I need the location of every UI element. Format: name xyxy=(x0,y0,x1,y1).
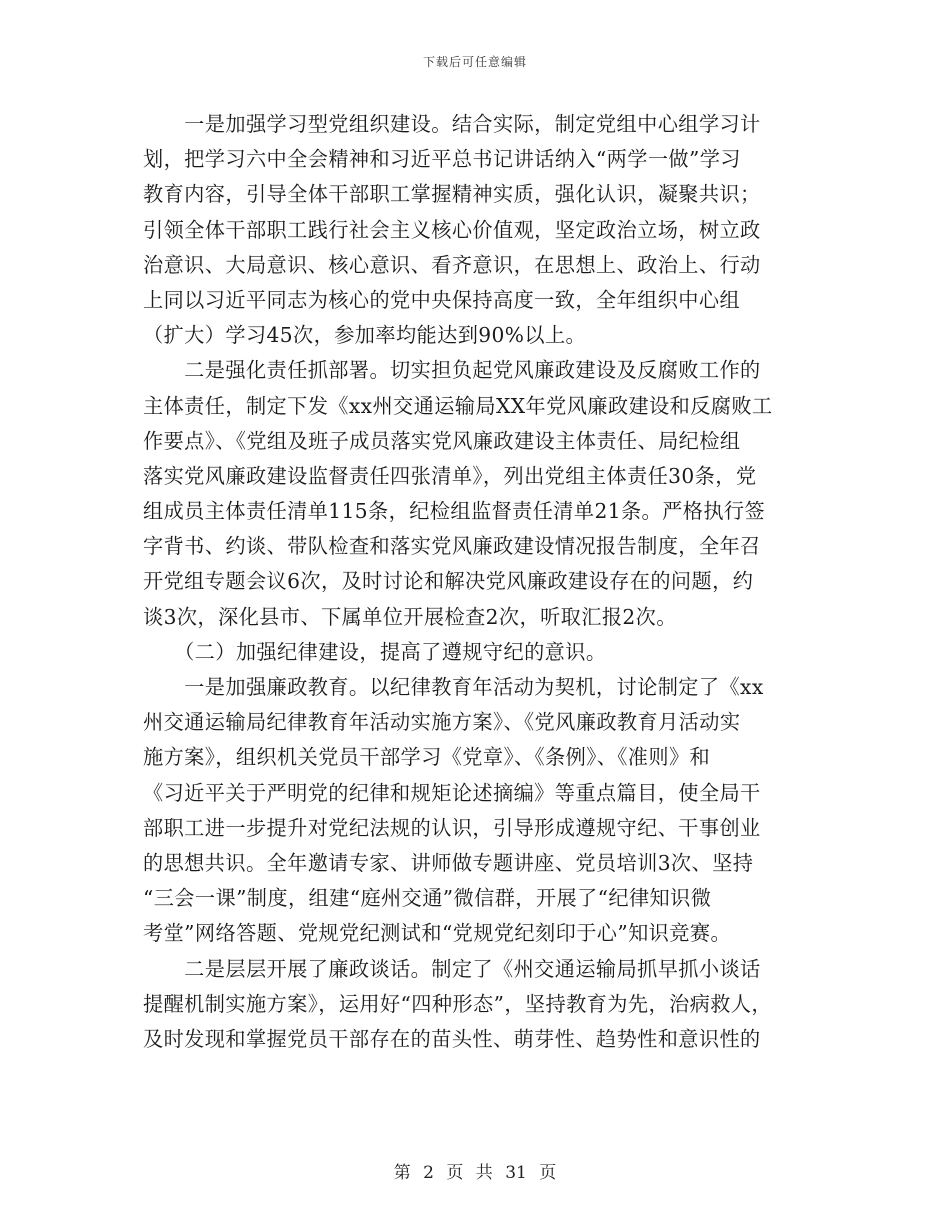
text-line: 州交通运输局纪律教育年活动实施方案》、《党风廉政教育月活动实 xyxy=(143,710,741,735)
text-line: （扩大）学习45次，参加率均能达到90%以上。 xyxy=(143,323,587,348)
text-line: 组成员主体责任清单115条，纪检组监督责任清单21条。严格执行签 xyxy=(143,499,766,524)
text-line: 的思想共识。全年邀请专家、讲师做专题讲座、党员培训3次、坚持 xyxy=(143,850,754,875)
text-line: 上同以习近平同志为核心的党中央保持高度一致，全年组织中心组 xyxy=(143,287,741,312)
text-line: 划，把学习六中全会精神和习近平总书记讲话纳入“两学一做”学习 xyxy=(143,147,741,172)
text-line: 字背书、约谈、带队检查和落实党风廉政建设情况报告制度，全年召 xyxy=(143,534,761,559)
text-line: 一是加强学习型党组织建设。结合实际，制定党组中心组学习计 xyxy=(143,112,761,136)
text-line: 引领全体干部职工践行社会主义核心价值观，坚定政治立场，树立政 xyxy=(143,217,761,242)
text-line: 谈3次，深化县市、下属单位开展检查2次，听取汇报2次。 xyxy=(143,604,677,629)
text-line: 教育内容，引导全体干部职工掌握精神实质，强化认识，凝聚共识； xyxy=(143,182,761,207)
text-line: 考堂”网络答题、党规党纪测试和“党规党纪刻印于心”知识竞赛。 xyxy=(143,921,732,946)
text-line: 开党组专题会议6次，及时讨论和解决党风廉政建设存在的问题，约 xyxy=(143,569,754,594)
text-line: 作要点》、《党组及班子成员落实党风廉政建设主体责任、局纪检组 xyxy=(143,428,741,453)
text-line: 治意识、大局意识、核心意识、看齐意识，在思想上、政治上、行动 xyxy=(143,252,761,277)
document-body xyxy=(143,107,808,1057)
text-line: 部职工进一步提升对党纪法规的认识，引导形成遵规守纪、干事创业 xyxy=(143,815,761,840)
page-header: 下载后可任意编辑 xyxy=(422,55,527,69)
text-line: 及时发现和掌握党员干部存在的苗头性、萌芽性、趋势性和意识性的 xyxy=(143,1026,761,1051)
text-line: 《习近平关于严明党的纪律和规矩论述摘编》等重点篇目，使全局干 xyxy=(143,780,761,805)
text-line: “三会一课”制度，组建“庭州交通”微信群，开展了“纪律知识微 xyxy=(143,886,712,911)
page-number: 第 2 页 共 31 页 xyxy=(393,1163,557,1183)
text-line: 主体责任，制定下发《xx州交通运输局XX年党风廉政建设和反腐败工 xyxy=(143,393,773,418)
text-line: 施方案》，组织机关党员干部学习《党章》、《条例》、《准则》和 xyxy=(143,745,711,770)
section-heading: （二）加强纪律建设，提高了遵规守纪的意识。 xyxy=(143,639,607,664)
text-line: 一是加强廉政教育。以纪律教育年活动为契机，讨论制定了《xx xyxy=(143,675,764,699)
text-line: 二是强化责任抓部署。切实担负起党风廉政建设及反腐败工作的 xyxy=(143,358,761,383)
text-line: 落实党风廉政建设监督责任四张清单》，列出党组主体责任30条，党 xyxy=(143,463,757,488)
text-line: 提醒机制实施方案》，运用好“四种形态”，坚持教育为先，治病救人， xyxy=(143,991,772,1016)
text-line: 二是层层开展了廉政谈话。制定了《州交通运输局抓早抓小谈话 xyxy=(143,956,761,981)
